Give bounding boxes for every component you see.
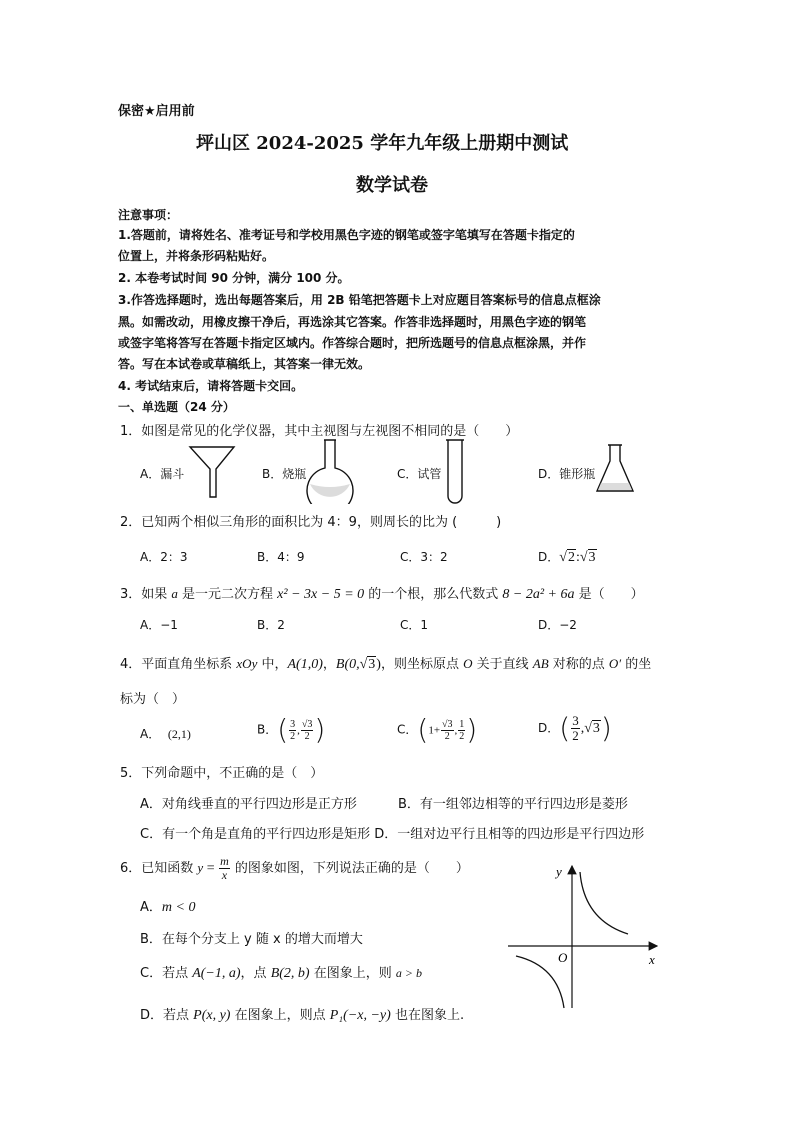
test-tube-icon: [440, 438, 470, 504]
q3-option-c: C．1: [400, 618, 429, 632]
q6-option-d: D．若点 P(x, y) 在图象上，则点 P₁(−x, −y) 也在图象上.: [140, 1008, 465, 1023]
q2-option-b: B．4：9: [257, 550, 305, 564]
note-1-line-2: 位置上，并将条形码粘贴好。: [118, 249, 275, 263]
confidential-label: 保密★启用前: [118, 104, 195, 119]
q1-option-d: D．锥形瓶: [538, 467, 596, 481]
q3-option-b: B．2: [257, 618, 285, 632]
q2-option-a: A．2：3: [140, 550, 188, 564]
note-4: 4. 考试结束后，请将答题卡交回。: [118, 379, 304, 393]
flask-icon: [300, 438, 360, 504]
note-3-line-2: 黑。如需改动，用橡皮擦干净后，再选涂其它答案。作答非选择题时，用黑色字迹的钢笔: [118, 315, 587, 329]
q6-option-c: C．若点 A(−1, a)，点 B(2, b) 在图象上，则 a > b: [140, 966, 422, 981]
q1-stem: 1．如图是常见的化学仪器，其中主视图与左视图不相同的是（ ）: [120, 424, 519, 439]
q5-option-b: B．有一组邻边相等的平行四边形是菱形: [398, 797, 628, 812]
hyperbola-graph: [500, 858, 670, 1018]
q4-option-c: C．(1+ $\frac{√3}{2}$ , $\frac{1}{2}$ ): [397, 713, 478, 746]
q3-option-d: D．−2: [538, 618, 577, 632]
exam-subtitle: 数学试卷: [356, 175, 428, 196]
q6-stem: 6．已知函数 y = $\frac{m}{x}$ 的图象如图，下列说法正确的是（ ）: [120, 854, 469, 882]
conical-flask-icon: [594, 443, 636, 495]
q4-option-d: D．( $\frac{3}{2}$ ,√3): [538, 711, 612, 745]
q2-option-c: C．3：2: [400, 550, 448, 564]
hyperbola-branch-right: [580, 872, 628, 934]
q5-stem: 5．下列命题中，不正确的是（ ）: [120, 766, 324, 781]
hyperbola-branch-left: [516, 956, 564, 1008]
q2-option-d: D．√2:√3: [538, 550, 596, 565]
q1-option-b: B．烧瓶: [262, 467, 307, 481]
origin-label: O: [558, 950, 568, 965]
q6-option-b: B．在每个分支上 y 随 x 的增大而增大: [140, 932, 363, 947]
note-2: 2. 本卷考试时间 90 分钟，满分 100 分。: [118, 271, 350, 285]
q1-option-c: C．试管: [397, 467, 442, 481]
x-axis-label: x: [649, 952, 655, 967]
funnel-icon: [188, 445, 238, 500]
q2-stem: 2．已知两个相似三角形的面积比为 4：9，则周长的比为 ( ): [120, 515, 502, 530]
q3-stem: 3．如果 a 是一元二次方程 x² − 3x − 5 = 0 的一个根，那么代数式 8 − 2a² + 6a 是（ ）: [120, 586, 644, 602]
q5-option-c-d: C．有一个角是直角的平行四边形是矩形 D．一组对边平行且相等的四边形是平行四边形: [140, 827, 645, 842]
note-1-line-1: 1.答题前，请将姓名、准考证号和学校用黑色字迹的钢笔或签字笔填写在答题卡指定的: [118, 228, 575, 242]
q6-option-a: A．m < 0: [140, 900, 196, 915]
q5-option-a: A．对角线垂直的平行四边形是正方形: [140, 797, 357, 812]
notes-heading: 注意事项：: [118, 208, 179, 222]
q4-stem-line-1: 4．平面直角坐标系 xOy 中，A(1,0)，B(0,√3)，则坐标原点 O 关于直线 AB 对称的点 O′ 的坐: [120, 656, 652, 672]
note-3-line-4: 答。写在本试卷或草稿纸上，其答案一律无效。: [118, 357, 371, 371]
note-3-line-3: 或签字笔将答写在答题卡指定区域内。作答综合题时，把所选题号的信息点框涂黑，并作: [118, 336, 587, 350]
q4-option-a: A． (2,1): [140, 727, 191, 741]
q3-option-a: A．−1: [140, 618, 178, 632]
exam-title: 坪山区 2024-2025 学年九年级上册期中测试: [196, 133, 569, 154]
q4-option-b: B．( $\frac{3}{2}$ , $\frac{√3}{2}$ ): [257, 713, 326, 746]
y-axis-label: y: [556, 864, 562, 879]
section-heading: 一、单选题（24 分）: [118, 400, 235, 414]
q4-stem-line-2: 标为（ ）: [120, 692, 186, 707]
q1-option-a: A．漏斗: [140, 467, 185, 481]
note-3-line-1: 3.作答选择题时，选出每题答案后，用 2B 铅笔把答题卡上对应题目答案标号的信息点框涂: [118, 293, 601, 307]
